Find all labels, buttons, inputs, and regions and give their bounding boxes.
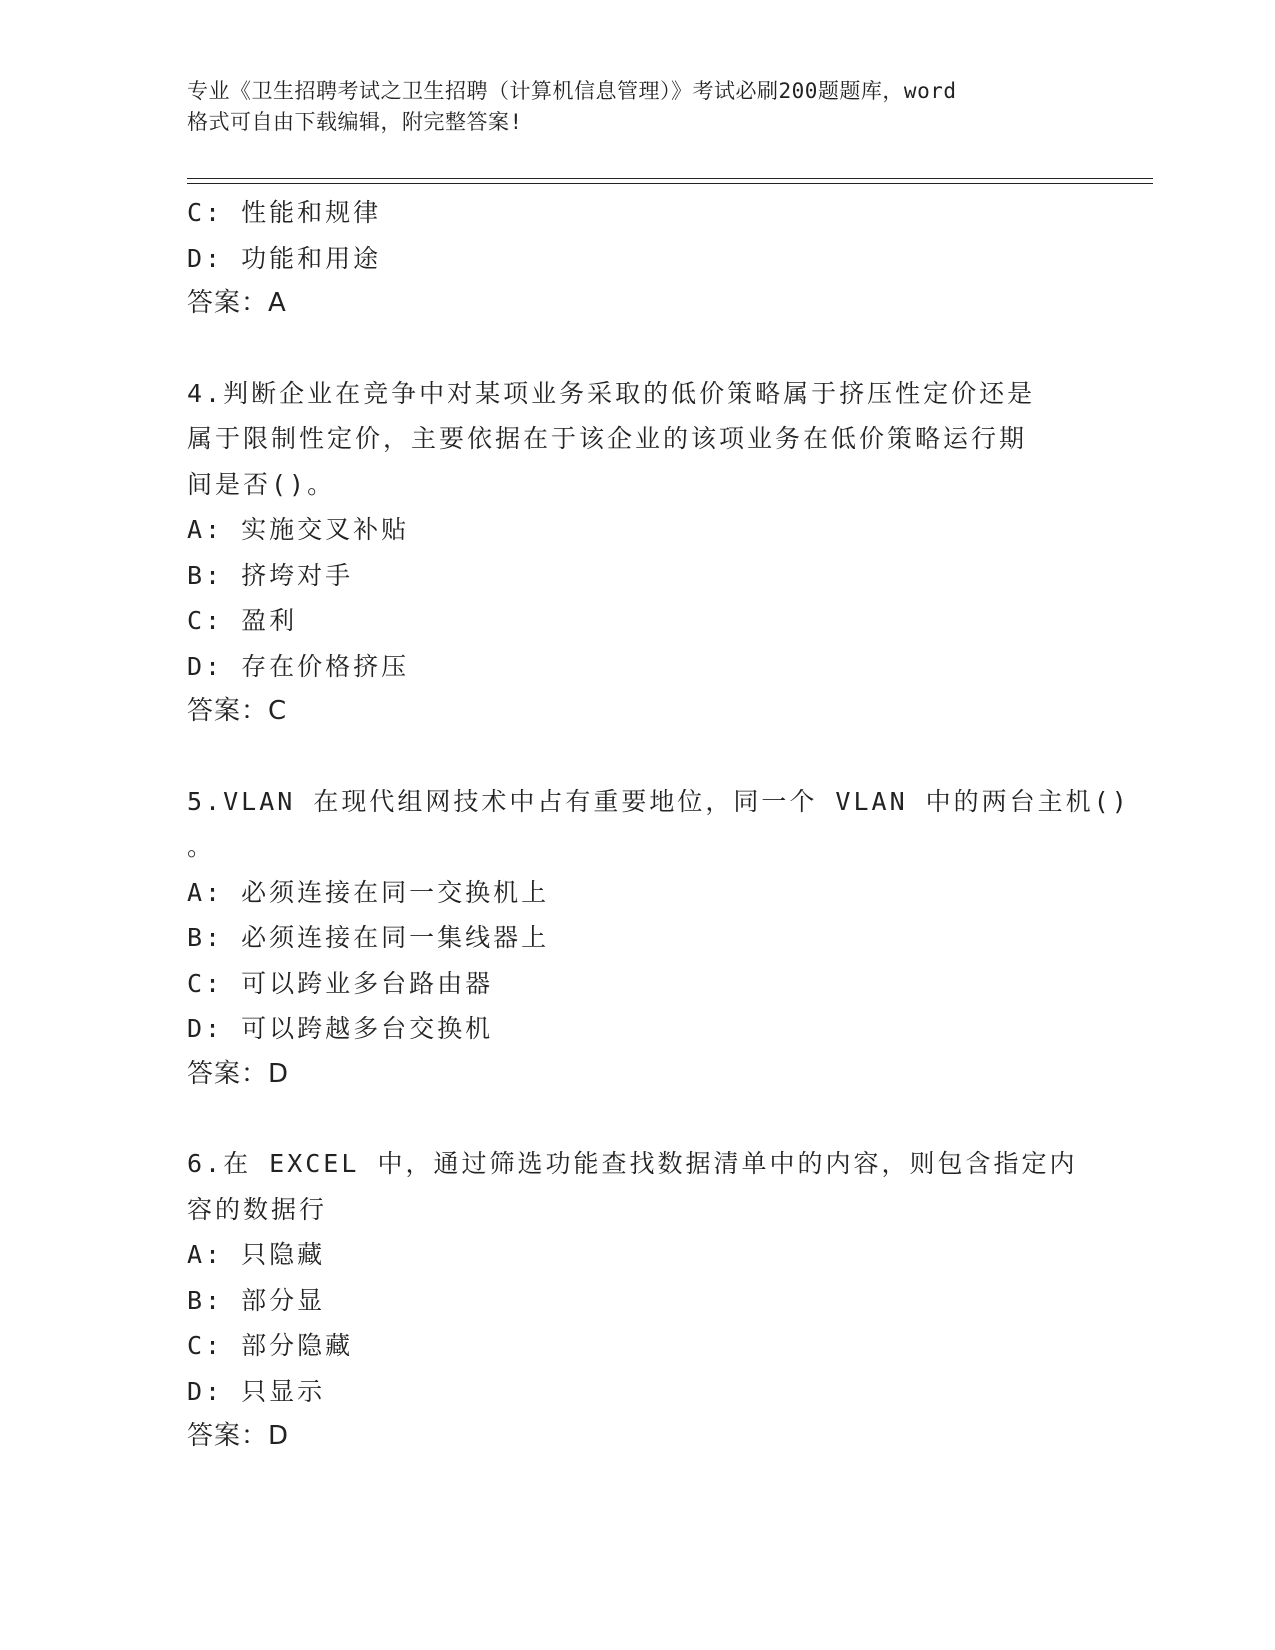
header-divider (187, 178, 1153, 184)
option-d: D: 只显示 (187, 1376, 326, 1406)
option-b: B: 挤垮对手 (187, 560, 354, 590)
question-5 (187, 779, 1130, 1098)
question-text-line-2: 属于限制性定价，主要依据在于该企业的该项业务在低价策略运行期 (187, 424, 1028, 453)
question-text-line-1: 5.VLAN 在现代组网技术中占有重要地位，同一个 VLAN 中的两台主机() (187, 786, 1130, 816)
answer-line: 答案：D (187, 1421, 290, 1451)
option-c: C: 可以跨业多台路由器 (187, 968, 494, 998)
header-line-2: 格式可自由下载编辑，附完整答案! (187, 110, 523, 134)
question-text-line-2: 。 (187, 832, 216, 861)
option-a: A: 必须连接在同一交换机上 (187, 877, 550, 907)
answer-line: 答案：C (187, 696, 288, 726)
document-header (187, 76, 1087, 138)
option-a: A: 实施交叉补贴 (187, 515, 410, 544)
option-d: D: 功能和用途 (187, 243, 382, 273)
option-d: D: 存在价格挤压 (187, 651, 410, 681)
spacer (187, 735, 1087, 779)
option-a: A: 只隐藏 (187, 1240, 326, 1269)
answer-line: 答案：D (187, 1058, 290, 1089)
question-text-line-2: 容的数据行 (187, 1194, 328, 1224)
option-c: C: 性能和规律 (187, 198, 382, 227)
question-text-line-1: 6.在 EXCEL 中，通过筛选功能查找数据清单中的内容，则包含指定内 (187, 1149, 1078, 1178)
option-b: B: 部分显 (187, 1285, 326, 1315)
question-3-tail (187, 190, 1087, 327)
option-d: D: 可以跨越多台交换机 (187, 1014, 494, 1043)
question-4 (187, 371, 1087, 735)
option-b: B: 必须连接在同一集线器上 (187, 923, 550, 952)
answer-line: 答案：A (187, 288, 287, 318)
question-text-line-1: 4.判断企业在竞争中对某项业务采取的低价策略属于挤压性定价还是 (187, 378, 1036, 408)
spacer (187, 1097, 1087, 1141)
question-text-line-3: 间是否()。 (187, 469, 336, 499)
spacer (187, 327, 1087, 371)
option-c: C: 盈利 (187, 606, 298, 635)
question-6 (187, 1141, 1087, 1460)
header-line-1: 专业《卫生招聘考试之卫生招聘（计算机信息管理）》考试必刷200题题库，word (187, 79, 957, 103)
question-list (187, 190, 1130, 1460)
option-c: C: 部分隐藏 (187, 1331, 354, 1360)
